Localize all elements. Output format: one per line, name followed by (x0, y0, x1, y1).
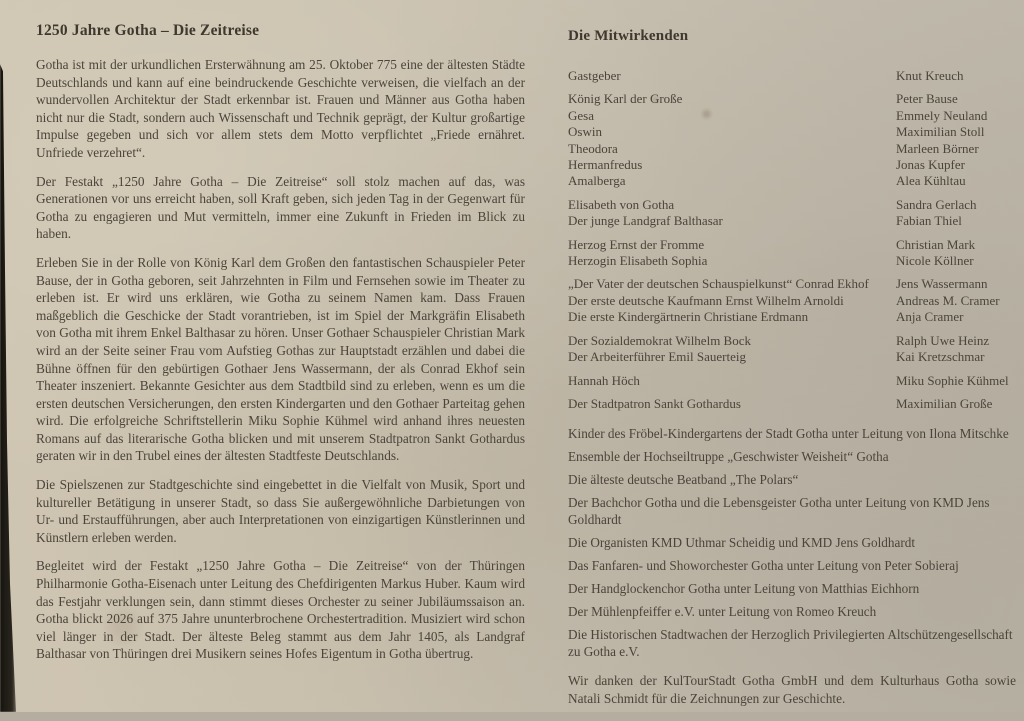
cast-row (568, 309, 1016, 325)
cast-role: Theodora (568, 140, 618, 156)
cast-row (568, 349, 1016, 365)
philharmonie-paragraph: Begleitet wird der Festakt „1250 Jahre Gotha – Die Zeitreise“ von der Thüringen Philharmonie Gotha-Eisenach unter Leitung des Chefdirigenten Markus Huber. Kaum wird das Festjahr verklungen sein, dann stimmt dieses Orchester zu seiner Jubiläumssaison an. Gotha blickt 2026 auf 375 Jahre ununterbrochene Orchestertradition. Musiziert wird schon viel länger in der Stadt. Der älteste Beleg stammt aus dem Jahr 1405, als Landgraf Balthasar von Thüringen drei Musikern seines Hofes Eigentum in Gotha übertrug. (36, 558, 525, 662)
cast-row (568, 396, 1016, 412)
cast-role: Hermanfredus (568, 157, 643, 173)
cast-row (568, 108, 1016, 124)
cast-name: Anja Cramer (896, 309, 964, 325)
cast-row (568, 173, 1016, 189)
photo-edge-shadow (0, 0, 22, 712)
cast-name: Sandra Gerlach (896, 196, 977, 212)
cast-name: Maximilian Stoll (896, 124, 985, 140)
cast-group (568, 333, 1016, 366)
ensemble-item: Kinder des Fröbel-Kindergartens der Stadt Gotha unter Leitung von Ilona Mitschke (568, 426, 1009, 442)
ensemble-list (568, 425, 1016, 660)
cast-role: Herzog Ernst der Fromme (568, 236, 705, 252)
cast-group (568, 373, 1016, 389)
cast-role: Der erste deutsche Kaufmann Ernst Wilhelm Arnoldi (568, 292, 844, 308)
cast-group (568, 237, 1016, 270)
cast-name: Kai Kretzschmar (896, 349, 985, 365)
cast-role: Die erste Kindergärtnerin Christiane Erdmann (568, 309, 809, 325)
cast-row (568, 157, 1016, 173)
right-page (568, 28, 1016, 721)
cast-row (568, 68, 1016, 84)
cast-role: Der Stadtpatron Sankt Gothardus (568, 395, 741, 411)
cast-role: Der Sozialdemokrat Wilhelm Bock (568, 332, 751, 348)
festakt-paragraph: Der Festakt „1250 Jahre Gotha – Die Zeitreise“ soll stolz machen auf das, was Generationen vor uns erreicht haben, soll Kraft geben, sich jeden Tag in der Gegenwart für Gotha zu engagieren und Mut vermitteln, immer eine Zukunft in Frieden im Blick zu haben. (36, 173, 525, 242)
cast-name: Marleen Börner (896, 140, 979, 156)
cast-name: Ralph Uwe Heinz (896, 332, 990, 348)
cast-name: Miku Sophie Kühmel (896, 372, 1009, 388)
cast-row (568, 293, 1016, 309)
cast-name: Knut Kreuch (896, 68, 964, 83)
cast-role: Elisabeth von Gotha (568, 196, 675, 212)
ensemble-item: Ensemble der Hochseiltruppe „Geschwister Weisheit“ Gotha (568, 449, 889, 465)
cast-heading: Die Mitwirkenden (568, 28, 689, 44)
cast-row (568, 91, 1016, 107)
cast-group (568, 91, 1016, 189)
cast-row (568, 197, 1016, 213)
cast-row (568, 373, 1016, 389)
cast-name: Christian Mark (896, 236, 976, 252)
cast-group (568, 276, 1016, 325)
ensemble-item: Das Fanfaren- und Showorchester Gotha unter Leitung von Peter Sobieraj (568, 558, 959, 574)
cast-row (568, 141, 1016, 157)
roles-story-paragraph: Erleben Sie in der Rolle von König Karl dem Großen den fantastischen Schauspieler Peter Bause, der in Gotha geboren, seit Jahrzehnten in Film und Fernsehen sowie im Theater zu erleben ist. Er wird uns erklären, wie Gotha zu seinem Namen kam. Dass Frauen maßgeblich die Geschicke der Stadt vorantrieben, ist im Spiel der Markgräfin Elisabeth von Gotha mit ihrem Enkel Balthasar zu hören. Unser Gothaer Schauspieler Christian Mark wird an der Seite seiner Frau vom Aufstieg Gothas zur Hauptstadt erzählen und dabei die Bühne öffnen für den gebürtigen Gothaer Jens Wassermann, der als Conrad Ekhof sein Theater inszeniert. Bekannte Gesichter aus dem Stadtbild sind zu erleben, wenn es um die ersten deutschen Versicherungen, den ersten Kindergarten und den Gothaer Parteitag gehen wird. Die erfolgreiche Schriftstellerin Miku Sophie Kühmel wird anhand ihres neuesten Romans auf das literarische Gotha blicken und mit unserem Stadtpatron Sankt Gothardus geraten wir in den Trubel eines der ältesten Stadtfeste Deutschlands. (36, 254, 525, 464)
cast-row (568, 124, 1016, 140)
ensemble-item: Der Bachchor Gotha und die Lebensgeister Gotha unter Leitung von KMD Jens Goldhardt (568, 495, 990, 528)
cast-role: „Der Vater der deutschen Schauspielkunst“ Conrad Ekhof (568, 276, 869, 292)
cast-role: Gesa (568, 107, 594, 123)
cast-name: Alea Kühltau (896, 173, 966, 189)
cast-role: Oswin (568, 124, 602, 140)
cast-name: Jonas Kupfer (896, 157, 965, 173)
ensemble-item: Der Mühlenpfeiffer e.V. unter Leitung von Romeo Kreuch (568, 604, 877, 620)
cast-name: Jens Wassermann (896, 276, 988, 292)
page-title: 1250 Jahre Gotha – Die Zeitreise (36, 22, 260, 39)
cast-role: Hannah Höch (568, 372, 640, 388)
cast-row (568, 276, 1016, 292)
cast-group (568, 68, 1016, 84)
cast-name: Fabian Thiel (896, 213, 962, 229)
left-page (36, 22, 525, 674)
cast-list (568, 68, 1016, 412)
cast-role: Herzogin Elisabeth Sophia (568, 253, 708, 269)
ensemble-item: Die Historischen Stadtwachen der Herzoglich Privilegierten Altschützengesellschaft zu Gotha e.V. (568, 627, 1013, 660)
ensemble-item: Der Handglockenchor Gotha unter Leitung von Matthias Eichhorn (568, 581, 920, 597)
cast-row (568, 253, 1016, 269)
cast-name: Maximilian Große (896, 395, 993, 411)
cast-role: Gastgeber (568, 68, 621, 83)
cast-name: Andreas M. Cramer (896, 292, 1000, 308)
cast-role: Amalberga (568, 173, 626, 189)
cast-row (568, 237, 1016, 253)
cast-role: Der Arbeiterführer Emil Sauerteig (568, 349, 746, 365)
cast-row (568, 333, 1016, 349)
cast-role: König Karl der Große (568, 91, 683, 107)
cast-group (568, 197, 1016, 230)
thanks-note: Wir danken der KulTourStadt Gotha GmbH und dem Kulturhaus Gotha sowie Natali Schmidt für die Zeichnungen zur Geschichte. (568, 673, 1016, 706)
cast-role: Der junge Landgraf Balthasar (568, 213, 723, 229)
cast-name: Peter Bause (896, 91, 958, 107)
intro-paragraph: Gotha ist mit der urkundlichen Ersterwähnung am 25. Oktober 775 eine der ältesten Städte Deutschlands und kann auf eine beindruckende Geschichte verweisen, die vielfach an der wundervollen Architektur der Stadt erkennbar ist. Frauen und Männer aus Gotha haben nicht nur die Stadt, sondern auch Wissenschaft und Technik geprägt, der Kultur großartige Impulse gegeben und sich vor allem stets dem Motto verpflichtet „Friede ernähret. Unfriede verzehret“. (36, 57, 525, 160)
spielszenen-paragraph: Die Spielszenen zur Stadtgeschichte sind eingebettet in die Vielfalt von Musik, Sport und kultureller Betätigung in unserer Stadt, so dass Sie außergewöhnliche Darbietungen von Ur- und Erstaufführungen, aber auch Interpretationen von einzigartigen Künstlerinnen und Künstlern erleben werden. (36, 477, 525, 545)
ensemble-item: Die älteste deutsche Beatband „The Polars“ (568, 472, 799, 488)
cast-name: Emmely Neuland (896, 107, 988, 123)
cast-row (568, 213, 1016, 229)
ensemble-item: Die Organisten KMD Uthmar Scheidig und KMD Jens Goldhardt (568, 535, 915, 551)
cast-group (568, 396, 1016, 412)
cast-name: Nicole Köllner (896, 253, 974, 269)
